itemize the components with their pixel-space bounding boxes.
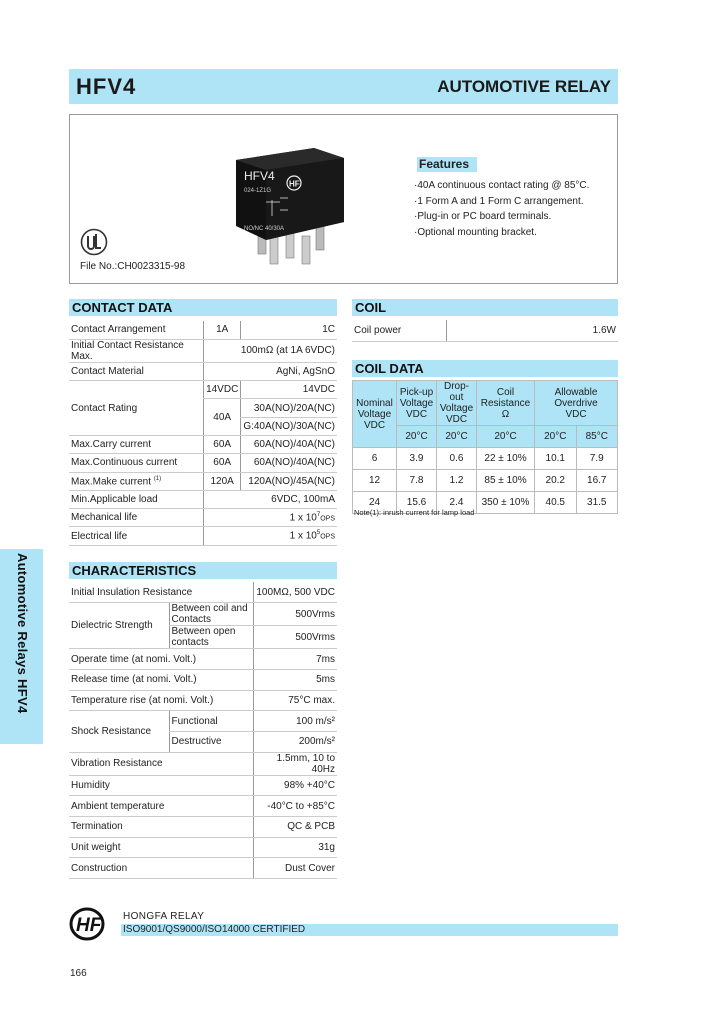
table-row: Dielectric Strength Between coil and Contacts 500Vrms [69,603,337,626]
file-number: File No.:CH0023315-98 [80,261,186,272]
table-row: Vibration Resistance 1.5mm, 10 to 40Hz [71,752,335,775]
company-name: HONGFA RELAY [123,911,205,922]
list-item: ·Plug-in or PC board terminals. [414,211,552,222]
product-title: HFV4 [76,74,137,99]
table-row: Between open contacts 500Vrms [69,626,337,649]
list-item: ·Optional mounting bracket. [414,226,537,238]
sidebar-text: Automotive Relays HFV4 [15,553,30,714]
coil-title: COIL [352,299,618,316]
table-row: Initial Insulation Resistance 100MΩ, 500 VDC [69,582,337,603]
table-row: Initial Contact Resistance Max. 100mΩ (at 1A 6VDC) [71,339,335,362]
category-title: AUTOMOTIVE RELAY [437,77,611,96]
features-title: Features [417,157,477,172]
certification-bar: ISO9001/QS9000/ISO14000 CERTIFIED [121,924,618,936]
table-row: 6 3.9 0.6 22 ± 10% 10.1 7.9 [353,448,618,470]
characteristics-title: CHARACTERISTICS [69,562,337,579]
relay-product-image [236,140,346,265]
list-item: ·40A continuous contact rating @ 85°C. [414,180,590,191]
table-row: 24 15.6 2.4 350 ± 10% 40.5 31.5 [353,492,618,514]
contact-data-title: CONTACT DATA [69,299,337,316]
table-row: G:40A(NO)/30A(NC) [69,417,337,435]
coil-data-table [352,380,618,514]
table-row: Contact Rating 14VDC 14VDC [69,381,337,399]
table-header-row: 20°C 20°C 20°C 20°C 85°C [353,426,618,448]
coil-data-note: Note(1): inrush current for lamp load [354,508,475,517]
table-row: Unit weight 31g [69,837,337,858]
table-row: Release time (at nomi. Volt.) 5ms [69,669,337,690]
table-row: Electrical life 1 x $10^5OPS$ [69,527,337,545]
table-row: Max.Continuous current 60A 60A(NO)/40A(NC) [69,454,337,472]
page-number: 166 [70,968,87,979]
svg-text:HF: HF [289,179,300,189]
characteristics-table [69,582,337,879]
table-row: Max.Make current $^{(1)}$ 120A 120A(NO)/45A(NC) [69,472,337,490]
table-row: Contact Material AgNi, AgSnO [69,362,337,380]
contact-data-table [69,321,337,546]
table-row: Operate time (at nomi. Volt.) 7ms [69,649,337,670]
table-row: Max.Carry current 60A 60A(NO)/40A(NC) [69,435,337,453]
list-item: ·1 Form A and 1 Form C arrangement. [414,195,584,207]
hongfa-logo [69,907,121,941]
table-row: 40A 30A(NO)/20A(NC) [69,399,337,417]
table-row: Mechanical life 1 x $10^7OPS$ [69,509,337,527]
coil-power-table [352,320,618,342]
table-row: Temperature rise (at nomi. Volt.) 75°C max. [69,690,337,711]
table-row: Shock Resistance Functional 100 m/s² [69,711,337,732]
features-list [414,180,614,242]
header-bar [69,69,618,104]
table-row: Destructive 200m/s² [69,731,337,752]
sidebar-tab [0,549,43,744]
svg-text:HF: HF [76,915,102,936]
table-row: Ambient temperature -40°C to +85°C [69,796,337,817]
table-header-row: Nominal Voltage VDC Pick-up Voltage VDC Drop-out Voltage VDC Coil Resistance Ω Allowable Overdrive VDC [353,381,618,426]
coil-data-title: COIL DATA [352,360,618,377]
table-row: Humidity 98% +40°C [69,775,337,796]
relay-label-line2: 024-1Z1G [244,188,272,194]
relay-label-model: HFV4 [244,169,275,183]
table-row: Termination QC & PCB [69,817,337,838]
table-row: 12 7.8 1.2 85 ± 10% 20.2 16.7 [353,470,618,492]
table-row: Contact Arrangement 1A 1C [69,321,337,339]
cqc-certification-logo [80,228,108,256]
table-row: Min.Applicable load 6VDC, 100mA [69,490,337,508]
relay-label-line3: NO/NC 40/30A [244,226,285,232]
table-row: Coil power 1.6W [352,320,618,341]
table-row: Construction Dust Cover [69,858,337,879]
